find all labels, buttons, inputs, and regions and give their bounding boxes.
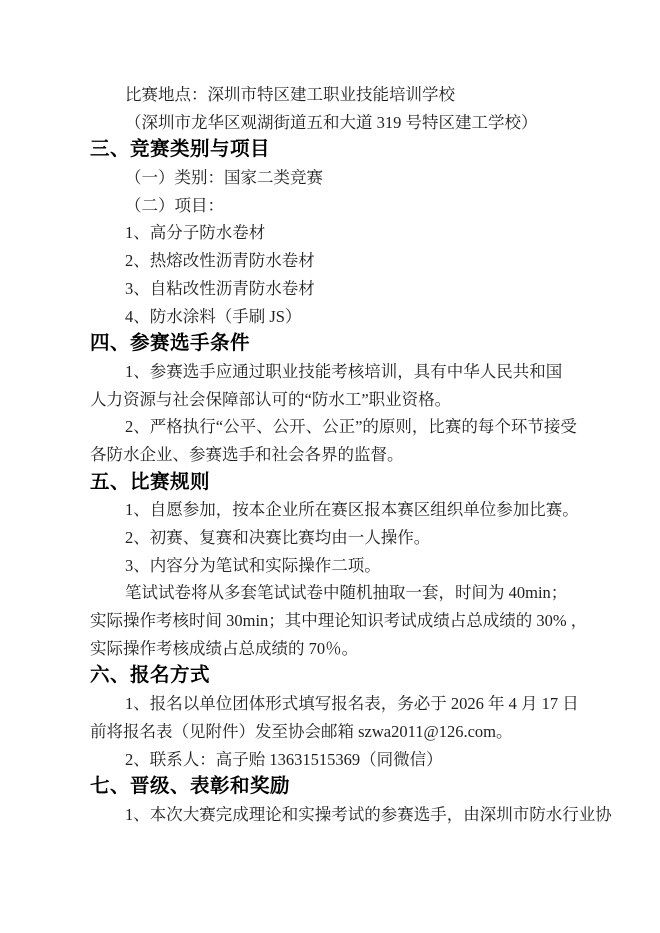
section-heading: 七、晋级、表彰和奖励: [90, 775, 291, 798]
text-line: 2、初赛、复赛和决赛比赛均由一人操作。: [125, 528, 431, 547]
section-heading: 五、比赛规则: [90, 470, 211, 493]
section-heading: 四、参赛选手条件: [90, 332, 251, 355]
section-heading: 六、报名方式: [90, 664, 211, 687]
text-line: 各防水企业、参赛选手和社会各界的监督。: [90, 444, 404, 464]
text-line: 3、内容分为笔试和实际操作二项。: [125, 555, 381, 575]
text-line: 比赛地点：深圳市特区建工职业技能培训学校: [125, 85, 455, 104]
text-line: 2、联系人：高子贻 13631515369（同微信）: [125, 749, 443, 769]
text-line: 2、热熔改性沥青防水卷材: [125, 251, 315, 271]
text-line: 4、防水涂料（手刷 JS）: [125, 306, 302, 326]
text-line: 2、严格执行“公平、公开、公正”的原则，比赛的每个环节接受: [125, 417, 577, 437]
section-heading: 三、竞赛类别与项目: [90, 138, 271, 161]
text-line: 1、高分子防水卷材: [125, 223, 266, 243]
text-line: 3、自粘改性沥青防水卷材: [125, 278, 315, 298]
text-line: 1、自愿参加，按本企业所在赛区报本赛区组织单位参加比赛。: [125, 500, 579, 520]
text-line: （一）类别：国家二类竞赛: [125, 168, 323, 188]
text-line: 1、报名以单位团体形式填写报名表，务必于 2026 年 4 月 17 日: [125, 694, 579, 714]
text-line: （二）项目：: [125, 195, 224, 215]
text-line: （深圳市龙华区观湖街道五和大道 319 号特区建工学校）: [125, 112, 538, 132]
text-line: 前将报名表（见附件）发至协会邮箱 szwa2011@126.com。: [90, 721, 513, 741]
text-line: 1、参赛选手应通过职业技能考核培训，具有中华人民共和国: [125, 361, 563, 381]
text-line: 实际操作考核成绩占总成绩的 70％。: [90, 638, 359, 658]
text-line: 人力资源与社会保障部认可的“防水工”职业资格。: [90, 389, 452, 409]
text-line: 实际操作考核时间 30min；其中理论知识考试成绩占总成绩的 30% ，: [90, 611, 588, 631]
text-line: 笔试试卷将从多套笔试试卷中随机抽取一套，时间为 40min；: [125, 583, 568, 603]
text-line: 1、本次大赛完成理论和实操考试的参赛选手，由深圳市防水行业协: [125, 804, 612, 824]
document-body: [90, 81, 612, 829]
